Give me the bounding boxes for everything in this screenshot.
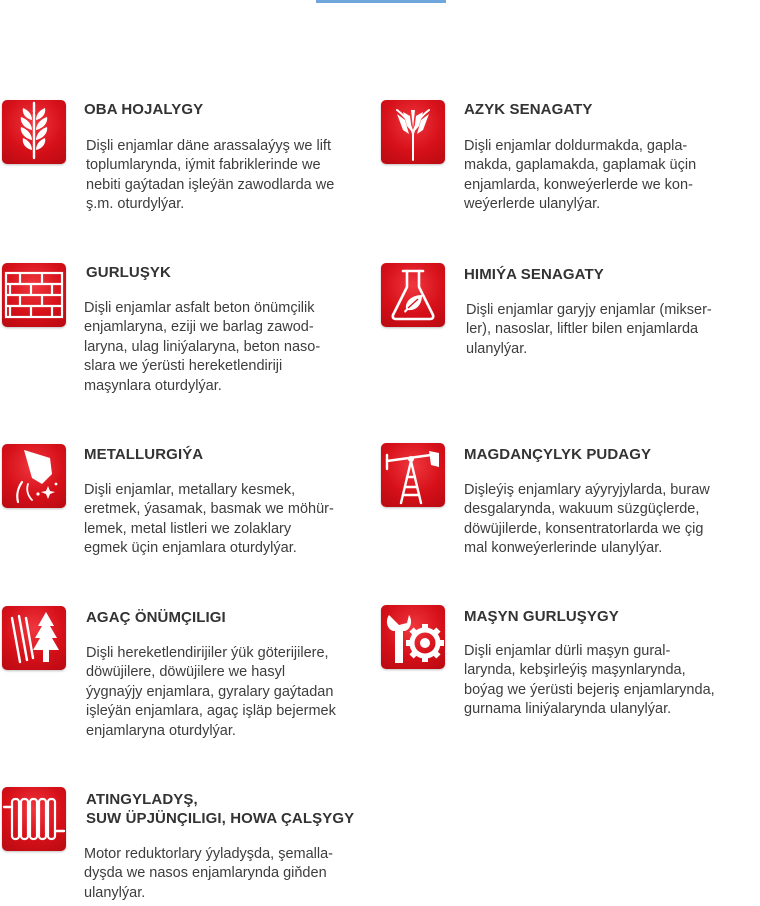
industry-title: OBA HOJALYGY [84,101,204,118]
industry-title: ATINGYLADYŞ, SUW ÜPJÜNÇILIGI, HOWA ÇALŞYGY [86,791,355,827]
industry-description: Dişleýiş enjamlary aýyryjylarda, buraw desgalarynda, wakuum süzgüçlerde, döwüjilerde, konsentratorlarda we çig mal konweýerlerinde ulanylýar. [464,482,710,557]
ladle-sparks-icon [2,444,66,508]
wheat-icon [2,100,66,164]
brick-wall-icon [2,263,66,327]
industry-title: MAGDANÇYLYK PUDAGY [464,446,652,463]
industry-description: Dişli enjamlar doldurmakda, gapla- makda, gaplamakda, gaplamak üçin enjamlarda, konweýerlerde we kon- weýerlerde ulanylýar. [464,138,697,213]
industry-title: GURLUŞYK [86,264,171,281]
industry-description: Dişli enjamlar asfalt beton önümçilik enjamlaryna, eziji we barlag zawod- laryna, ulag liniýalaryna, beton naso- slara we ýerüsti hereketlendiriji maşynlara oturdylýar. [84,300,321,394]
industry-description: Motor reduktorlary ýyladyşda, şemalla- dyşda we nasos enjamlarynda giňden ulanylýar. [84,846,334,901]
top-accent-bar [316,0,446,3]
industry-title: AZYK SENAGATY [464,101,593,118]
industry-title: MAŞYN GURLUŞYGY [464,608,619,625]
lumber-tree-icon [2,606,66,670]
industry-title: HIMIÝA SENAGATY [464,266,604,283]
radiator-icon [2,787,66,851]
wrench-gear-icon [381,605,445,669]
industry-title: METALLURGIÝA [84,446,204,463]
industry-description: Dişli enjamlar, metallary kesmek, eretmek, ýasamak, basmak we möhür- lemek, metal listleri we zolaklary egmek üçin enjamlara oturdylýar. [84,482,334,557]
industry-description: Dişli enjamlar garyjy enjamlar (mikser- ler), nasoslar, liftler bilen enjamlarda ulanylýar. [466,302,712,357]
industry-description: Dişli hereketlendirijiler ýük göterijilere, döwüjilere, döwüjilere we hasyl ýygnaýjy enjamlara, gyralary gaýtadan işleýän enjamlara, agaç işläp bejermek enjamlaryna oturdylýar. [86,645,336,739]
industry-description: Dişli enjamlar dürli maşyn gural- larynda, kebşirleýiş maşynlarynda, boýag we ýerüsti bejeriş enjamlarynda, gurnama liniýalarynda ulanylýar. [464,643,715,718]
flask-leaf-icon [381,263,445,327]
pumpjack-icon [381,443,445,507]
industry-title: AGAÇ ÖNÜMÇILIGI [86,609,226,626]
grain-ear-icon [381,100,445,164]
industry-description: Dişli enjamlar däne arassalaýyş we lift toplumlarynda, iýmit fabriklerinde we nebiti gaýtadan işleýän zawodlarda we ş.m. oturdylýar. [86,138,335,213]
